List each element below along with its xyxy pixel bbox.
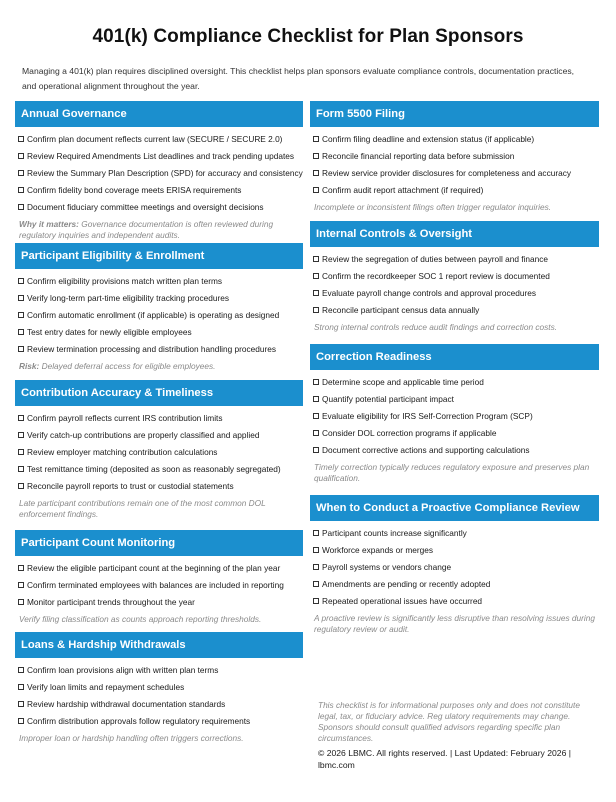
section-annual-governance: [15, 101, 303, 243]
item-label: Review the Summary Plan Description (SPD) for accuracy and consistency: [27, 168, 303, 178]
section-header: Participant Count Monitoring: [15, 530, 303, 556]
item-label: Verify loan limits and repayment schedules: [27, 682, 185, 692]
section-header: Correction Readiness: [310, 344, 599, 370]
item-label: Evaluate payroll change controls and approval procedures: [322, 288, 537, 298]
checklist-item: [15, 199, 303, 216]
section-eligibility: [15, 243, 303, 380]
checkbox-icon[interactable]: [18, 599, 24, 605]
checklist-item: [310, 391, 599, 408]
checklist: [15, 269, 303, 358]
item-label: Review termination processing and distribution handling procedures: [27, 344, 277, 354]
checklist-item: [15, 594, 303, 611]
checkbox-icon[interactable]: [18, 684, 24, 690]
checklist-item: [310, 182, 599, 199]
checklist-item: [15, 662, 303, 679]
checklist-item: [15, 696, 303, 713]
item-label: Consider DOL correction programs if applicable: [322, 428, 497, 438]
checklist-item: [310, 576, 599, 593]
section-note: [15, 358, 303, 372]
section-loans: [15, 632, 303, 750]
item-label: Monitor participant trends throughout the year: [27, 597, 195, 607]
item-label: Confirm audit report attachment (if required): [322, 185, 484, 195]
checklist-item: [310, 302, 599, 319]
copyright: © 2026 LBMC. All rights reserved. | Last Updated: February 2026 | lbmc.com: [318, 748, 571, 770]
checkbox-icon[interactable]: [313, 547, 319, 553]
section-contribution: [15, 380, 303, 530]
checkbox-icon[interactable]: [18, 449, 24, 455]
checklist-item: [15, 273, 303, 290]
intro-text: Managing a 401(k) plan requires disciplined oversight. This checklist helps plan sponsors evaluate compliance controls, documentation practices, and operational alignment throughout the year.: [22, 66, 575, 91]
section-participant-count: [15, 530, 303, 632]
checklist-item: [15, 461, 303, 478]
checkbox-icon[interactable]: [313, 413, 319, 419]
checkbox-icon[interactable]: [18, 187, 24, 193]
section-note: Strong internal controls reduce audit findings and correction costs.: [314, 322, 558, 332]
checklist-item: [310, 251, 599, 268]
note-text: Delayed deferral access for eligible employees.: [39, 361, 216, 371]
checklist: [310, 247, 599, 319]
item-label: Confirm automatic enrollment (if applicable) is operating as designed: [27, 310, 280, 320]
item-label: Document corrective actions and supporting calculations: [322, 445, 530, 455]
item-label: Confirm the recordkeeper SOC 1 report review is documented: [322, 271, 550, 281]
checklist-item: [15, 679, 303, 696]
item-label: Review the segregation of duties between payroll and finance: [322, 254, 549, 264]
section-header: Form 5500 Filing: [310, 101, 599, 127]
checklist-item: [15, 444, 303, 461]
checklist: [15, 658, 303, 730]
section-note: A proactive review is significantly less disruptive than resolving issues during regulatory review or audit.: [314, 613, 595, 634]
section-note: Late participant contributions remain one of the most common DOL enforcement findings.: [19, 498, 266, 519]
checkbox-icon[interactable]: [313, 273, 319, 279]
checklist: [15, 406, 303, 495]
item-label: Verify long-term part-time eligibility tracking procedures: [27, 293, 229, 303]
item-label: Review the eligible participant count at the beginning of the plan year: [27, 563, 281, 573]
checklist: [310, 370, 599, 459]
checklist: [310, 127, 599, 199]
footer: [318, 700, 598, 771]
checkbox-icon[interactable]: [18, 329, 24, 335]
checkbox-icon[interactable]: [313, 256, 319, 262]
section-header: Annual Governance: [15, 101, 303, 127]
checkbox-icon[interactable]: [313, 307, 319, 313]
item-label: Reconcile financial reporting data before submission: [322, 151, 515, 161]
checklist-item: [15, 290, 303, 307]
checklist-item: [15, 307, 303, 324]
item-label: Confirm terminated employees with balances are included in reporting: [27, 580, 284, 590]
checkbox-icon[interactable]: [313, 153, 319, 159]
checklist-item: [310, 285, 599, 302]
checkbox-icon[interactable]: [18, 153, 24, 159]
right-column: [310, 101, 599, 645]
checkbox-icon[interactable]: [313, 430, 319, 436]
checklist: [15, 127, 303, 216]
checklist-item: [15, 182, 303, 199]
checklist-item: [15, 148, 303, 165]
note-text: Governance documentation is often reviewed during regulatory inquiries and independent audits.: [19, 219, 274, 240]
item-label: Confirm eligibility provisions match written plan terms: [27, 276, 223, 286]
page-title: 401(k) Compliance Checklist for Plan Sponsors: [92, 26, 524, 47]
checkbox-icon[interactable]: [313, 379, 319, 385]
checkbox-icon[interactable]: [313, 564, 319, 570]
item-label: Confirm distribution approvals follow regulatory requirements: [27, 716, 251, 726]
left-column: [15, 101, 303, 750]
item-label: Document fiduciary committee meetings and oversight decisions: [27, 202, 264, 212]
checkbox-icon[interactable]: [313, 290, 319, 296]
section-header: Participant Eligibility & Enrollment: [15, 243, 303, 269]
checkbox-icon[interactable]: [18, 346, 24, 352]
section-internal-controls: [310, 221, 599, 344]
checkbox-icon[interactable]: [313, 581, 319, 587]
checkbox-icon[interactable]: [18, 432, 24, 438]
checkbox-icon[interactable]: [313, 447, 319, 453]
checkbox-icon[interactable]: [18, 312, 24, 318]
checklist-item: [310, 559, 599, 576]
checklist-item: [15, 577, 303, 594]
checklist-item: [310, 425, 599, 442]
checklist-item: [15, 427, 303, 444]
checkbox-icon[interactable]: [18, 466, 24, 472]
checklist-item: [15, 165, 303, 182]
item-label: Confirm fidelity bond coverage meets ERISA requirements: [27, 185, 242, 195]
checklist-item: [310, 148, 599, 165]
checklist-item: [310, 131, 599, 148]
section-note: Verify filing classification as counts approach reporting thresholds.: [19, 614, 262, 624]
checkbox-icon[interactable]: [18, 701, 24, 707]
checkbox-icon[interactable]: [313, 187, 319, 193]
section-note: Incomplete or inconsistent filings often trigger regulator inquiries.: [314, 202, 552, 212]
checkbox-icon[interactable]: [313, 170, 319, 176]
note-label: Why it matters:: [19, 219, 79, 229]
checkbox-icon[interactable]: [313, 136, 319, 142]
section-header: Contribution Accuracy & Timeliness: [15, 380, 303, 406]
item-label: Confirm plan document reflects current law (SECURE / SECURE 2.0): [27, 134, 283, 144]
note-label: Risk:: [19, 361, 40, 371]
checkbox-icon[interactable]: [18, 278, 24, 284]
section-form-5500: [310, 101, 599, 221]
item-label: Evaluate eligibility for IRS Self-Correction Program (SCP): [322, 411, 533, 421]
checkbox-icon[interactable]: [18, 565, 24, 571]
section-note: Improper loan or hardship handling often triggers corrections.: [19, 733, 244, 743]
item-label: Repeated operational issues have occurred: [322, 596, 483, 606]
checkbox-icon[interactable]: [18, 483, 24, 489]
item-label: Participant counts increase significantly: [322, 528, 467, 538]
item-label: Amendments are pending or recently adopted: [322, 579, 491, 589]
checklist-item: [310, 165, 599, 182]
item-label: Review hardship withdrawal documentation standards: [27, 699, 226, 709]
checklist-item: [15, 478, 303, 495]
checkbox-icon[interactable]: [18, 667, 24, 673]
checklist: [310, 521, 599, 610]
item-label: Confirm loan provisions align with written plan terms: [27, 665, 219, 675]
checklist-item: [15, 410, 303, 427]
checkbox-icon[interactable]: [18, 204, 24, 210]
checkbox-icon[interactable]: [18, 415, 24, 421]
checklist-item: [15, 713, 303, 730]
section-header: Loans & Hardship Withdrawals: [15, 632, 303, 658]
section-header: When to Conduct a Proactive Compliance Review: [310, 495, 599, 521]
checklist: [15, 556, 303, 611]
item-label: Confirm filing deadline and extension status (if applicable): [322, 134, 535, 144]
checklist-item: [310, 525, 599, 542]
section-note: [15, 216, 303, 241]
section-correction-readiness: [310, 344, 599, 495]
item-label: Workforce expands or merges: [322, 545, 433, 555]
checklist-item: [15, 560, 303, 577]
checklist-item: [310, 542, 599, 559]
item-label: Test remittance timing (deposited as soon as reasonably segregated): [27, 464, 281, 474]
item-label: Quantify potential participant impact: [322, 394, 454, 404]
checkbox-icon[interactable]: [18, 295, 24, 301]
item-label: Determine scope and applicable time period: [322, 377, 484, 387]
checklist-item: [310, 268, 599, 285]
section-proactive-review: [310, 495, 599, 645]
checkbox-icon[interactable]: [18, 718, 24, 724]
item-label: Reconcile payroll reports to trust or custodial statements: [27, 481, 234, 491]
item-label: Verify catch-up contributions are properly classified and applied: [27, 430, 260, 440]
checklist-item: [310, 408, 599, 425]
checklist-item: [15, 131, 303, 148]
item-label: Review Required Amendments List deadlines and track pending updates: [27, 151, 295, 161]
checkbox-icon[interactable]: [18, 582, 24, 588]
checklist-item: [15, 324, 303, 341]
checkbox-icon[interactable]: [18, 170, 24, 176]
section-header: Internal Controls & Oversight: [310, 221, 599, 247]
checklist-item: [15, 341, 303, 358]
checkbox-icon[interactable]: [313, 396, 319, 402]
item-label: Test entry dates for newly eligible employees: [27, 327, 192, 337]
checkbox-icon[interactable]: [313, 598, 319, 604]
checklist-item: [310, 593, 599, 610]
checkbox-icon[interactable]: [18, 136, 24, 142]
item-label: Confirm payroll reflects current IRS contribution limits: [27, 413, 223, 423]
disclaimer: This checklist is for informational purposes only and does not constitute legal, tax, or fiduciary advice. Reg ulatory requirements may change. Sponsors should consult qualified advisors regarding specific plan circumstances.: [318, 700, 580, 743]
item-label: Review service provider disclosures for completeness and accuracy: [322, 168, 572, 178]
checklist-item: [310, 374, 599, 391]
checkbox-icon[interactable]: [313, 530, 319, 536]
checklist-item: [310, 442, 599, 459]
section-note: Timely correction typically reduces regulatory exposure and preserves plan qualification.: [314, 462, 590, 483]
item-label: Reconcile participant census data annually: [322, 305, 480, 315]
item-label: Review employer matching contribution calculations: [27, 447, 218, 457]
item-label: Payroll systems or vendors change: [322, 562, 452, 572]
